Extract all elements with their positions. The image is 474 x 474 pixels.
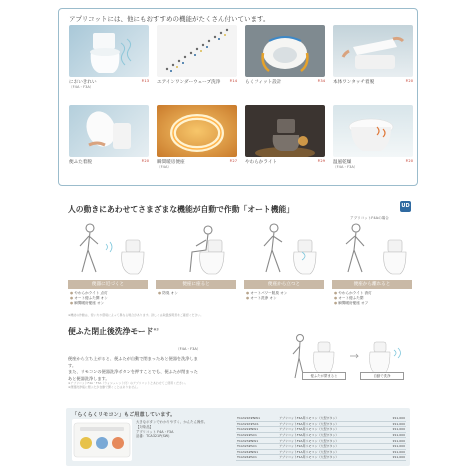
catalog-page: [58, 8, 418, 468]
feature-card: 瞬間暖房便座 P.27 （F4A）: [157, 105, 237, 170]
auto-stage-illustration: [330, 220, 418, 280]
feature-card: やわらかライト P.29: [245, 105, 325, 165]
auto-stage-bullets: ● やわらかライト 消灯 ● オート便ふた閉 ● 瞬間暖房便座 オフ: [334, 291, 414, 306]
page-ref: P.14: [229, 79, 237, 83]
feature-image-instant-heat: [157, 105, 237, 157]
auto-section-title: 人の動きにあわせてさまざまな機能が自動で作動「オート機能」: [68, 205, 295, 214]
page-ref: P.27: [229, 159, 237, 163]
table-row: TCA324#NW1 アプリコットF1A用リモコン（大型ボタン） ¥11,000: [237, 449, 405, 454]
auto-fine-print: ※機能の作動は、使い方や環境によって異なる場合があります。詳しくは取扱説明書をご確認ください。: [68, 313, 204, 317]
feature-card: 本体ワンタッチ着脱 P.20: [333, 25, 413, 85]
close-wash-title: 便ふた閉止後洗浄モード$^{※3}$: [68, 327, 159, 336]
page-ref: P.20: [405, 79, 413, 83]
auto-stage-illustration: [66, 220, 154, 280]
remote-image: [72, 419, 132, 461]
auto-stage-illustration: [242, 220, 330, 280]
feature-box-title: アプリコットには、他にもおすすめの機能がたくさん付いています。: [69, 15, 270, 23]
close-wash-caption: 便ふたが閉まると: [302, 372, 346, 380]
table-row: TCA321P#NW1 アプリコットF4A用リモコン（大型ボタン） ¥11,000: [237, 416, 405, 421]
page-ref: P.20: [405, 159, 413, 163]
remote-title: 「らくらくリモコン」もご用意しています。: [72, 412, 176, 418]
feature-image-wave-wash: [157, 25, 237, 77]
feature-image-deodorize: [69, 25, 149, 77]
remote-price-table: [236, 416, 406, 461]
feature-image-soft-light: [245, 105, 325, 157]
table-row: TCA324#SC1 アプリコットF1A用リモコン（大型ボタン） ¥11,000: [237, 455, 405, 460]
auto-stage-bullets: ● オートパワー脱臭 オン ● オート洗浄 オン: [246, 291, 326, 301]
auto-stage-label: 便器に近づくと: [68, 280, 148, 289]
auto-stage-bullets: ● 防臭 オン: [158, 291, 238, 296]
ud-badge: UD: [400, 201, 411, 212]
feature-image-fit-design: [245, 25, 325, 77]
auto-section-note: アプリコットF4Aの場合: [350, 216, 389, 220]
auto-stage-label: 便座から離れると: [332, 280, 412, 289]
table-row: TCA322#NW1 アプリコットF3A用リモコン（大型ボタン） ¥11,000: [237, 427, 405, 432]
remote-box: [66, 408, 410, 466]
table-row: TCA321P#SC1 アプリコットF4A用リモコン（大型ボタン） ¥11,000: [237, 421, 405, 426]
feature-card: 温風乾燥 P.20 （F4A・F3A）: [333, 105, 413, 170]
feature-card: らくフィット設計 P.34: [245, 25, 325, 85]
close-wash-description: 便座から立ち上がると、便ふたが自動で閉まったあと便器を洗浄します。 また、リモコンの便器洗浄ボタンを押すことでも、便ふたが閉まったあと便器洗浄します。: [68, 356, 198, 381]
feature-box: [58, 8, 418, 186]
remote-description: 大きなボタンでわかりやすく、かんたん操作。 【対象品】 アプリコット F4A・F3A 品番：TCA321P(SW): [136, 420, 208, 439]
feature-card: 便ふた着脱 P.20: [69, 105, 149, 165]
feature-card: においきれい P.13 （F4A・F3A）: [69, 25, 149, 90]
close-wash-model: （F4A・F3A）: [176, 347, 201, 351]
auto-stage-label: 便座に座ると: [156, 280, 236, 289]
auto-stage-illustration: [154, 220, 242, 280]
feature-image-warm-dry: [333, 105, 413, 157]
auto-stage-label: 便座から立つと: [244, 280, 324, 289]
close-wash-caption: 自動で洗浄: [360, 372, 404, 380]
table-row: TCA322#SC1 アプリコットF3A用リモコン（大型ボタン） ¥11,000: [237, 433, 405, 438]
page-ref: P.13: [141, 79, 149, 83]
page-ref: P.29: [317, 159, 325, 163]
auto-stage-bullets: ● やわらかライト 点灯 ● オート便ふた開 オン ● 瞬間暖房便座 オン: [70, 291, 150, 306]
feature-card: エアインワンダーウェーブ洗浄 P.14: [157, 25, 237, 85]
table-row: TCA323#SC1 アプリコットF2A用リモコン（大型ボタン） ¥11,000: [237, 444, 405, 449]
page-ref: P.20: [141, 159, 149, 163]
close-wash-notes: ※アプリコットF4A・F3A（ウォシュレット付）のアプリコットとあわせてご使用ください。 ※便器洗浄後に便ふたが自動で開くことはありません。: [68, 381, 188, 389]
feature-image-one-touch: [333, 25, 413, 77]
close-wash-illustration: [290, 326, 416, 392]
feature-image-lid-detach: [69, 105, 149, 157]
page-ref: P.34: [317, 79, 325, 83]
table-row: TCA323#NW1 アプリコットF2A用リモコン（大型ボタン） ¥11,000: [237, 438, 405, 443]
